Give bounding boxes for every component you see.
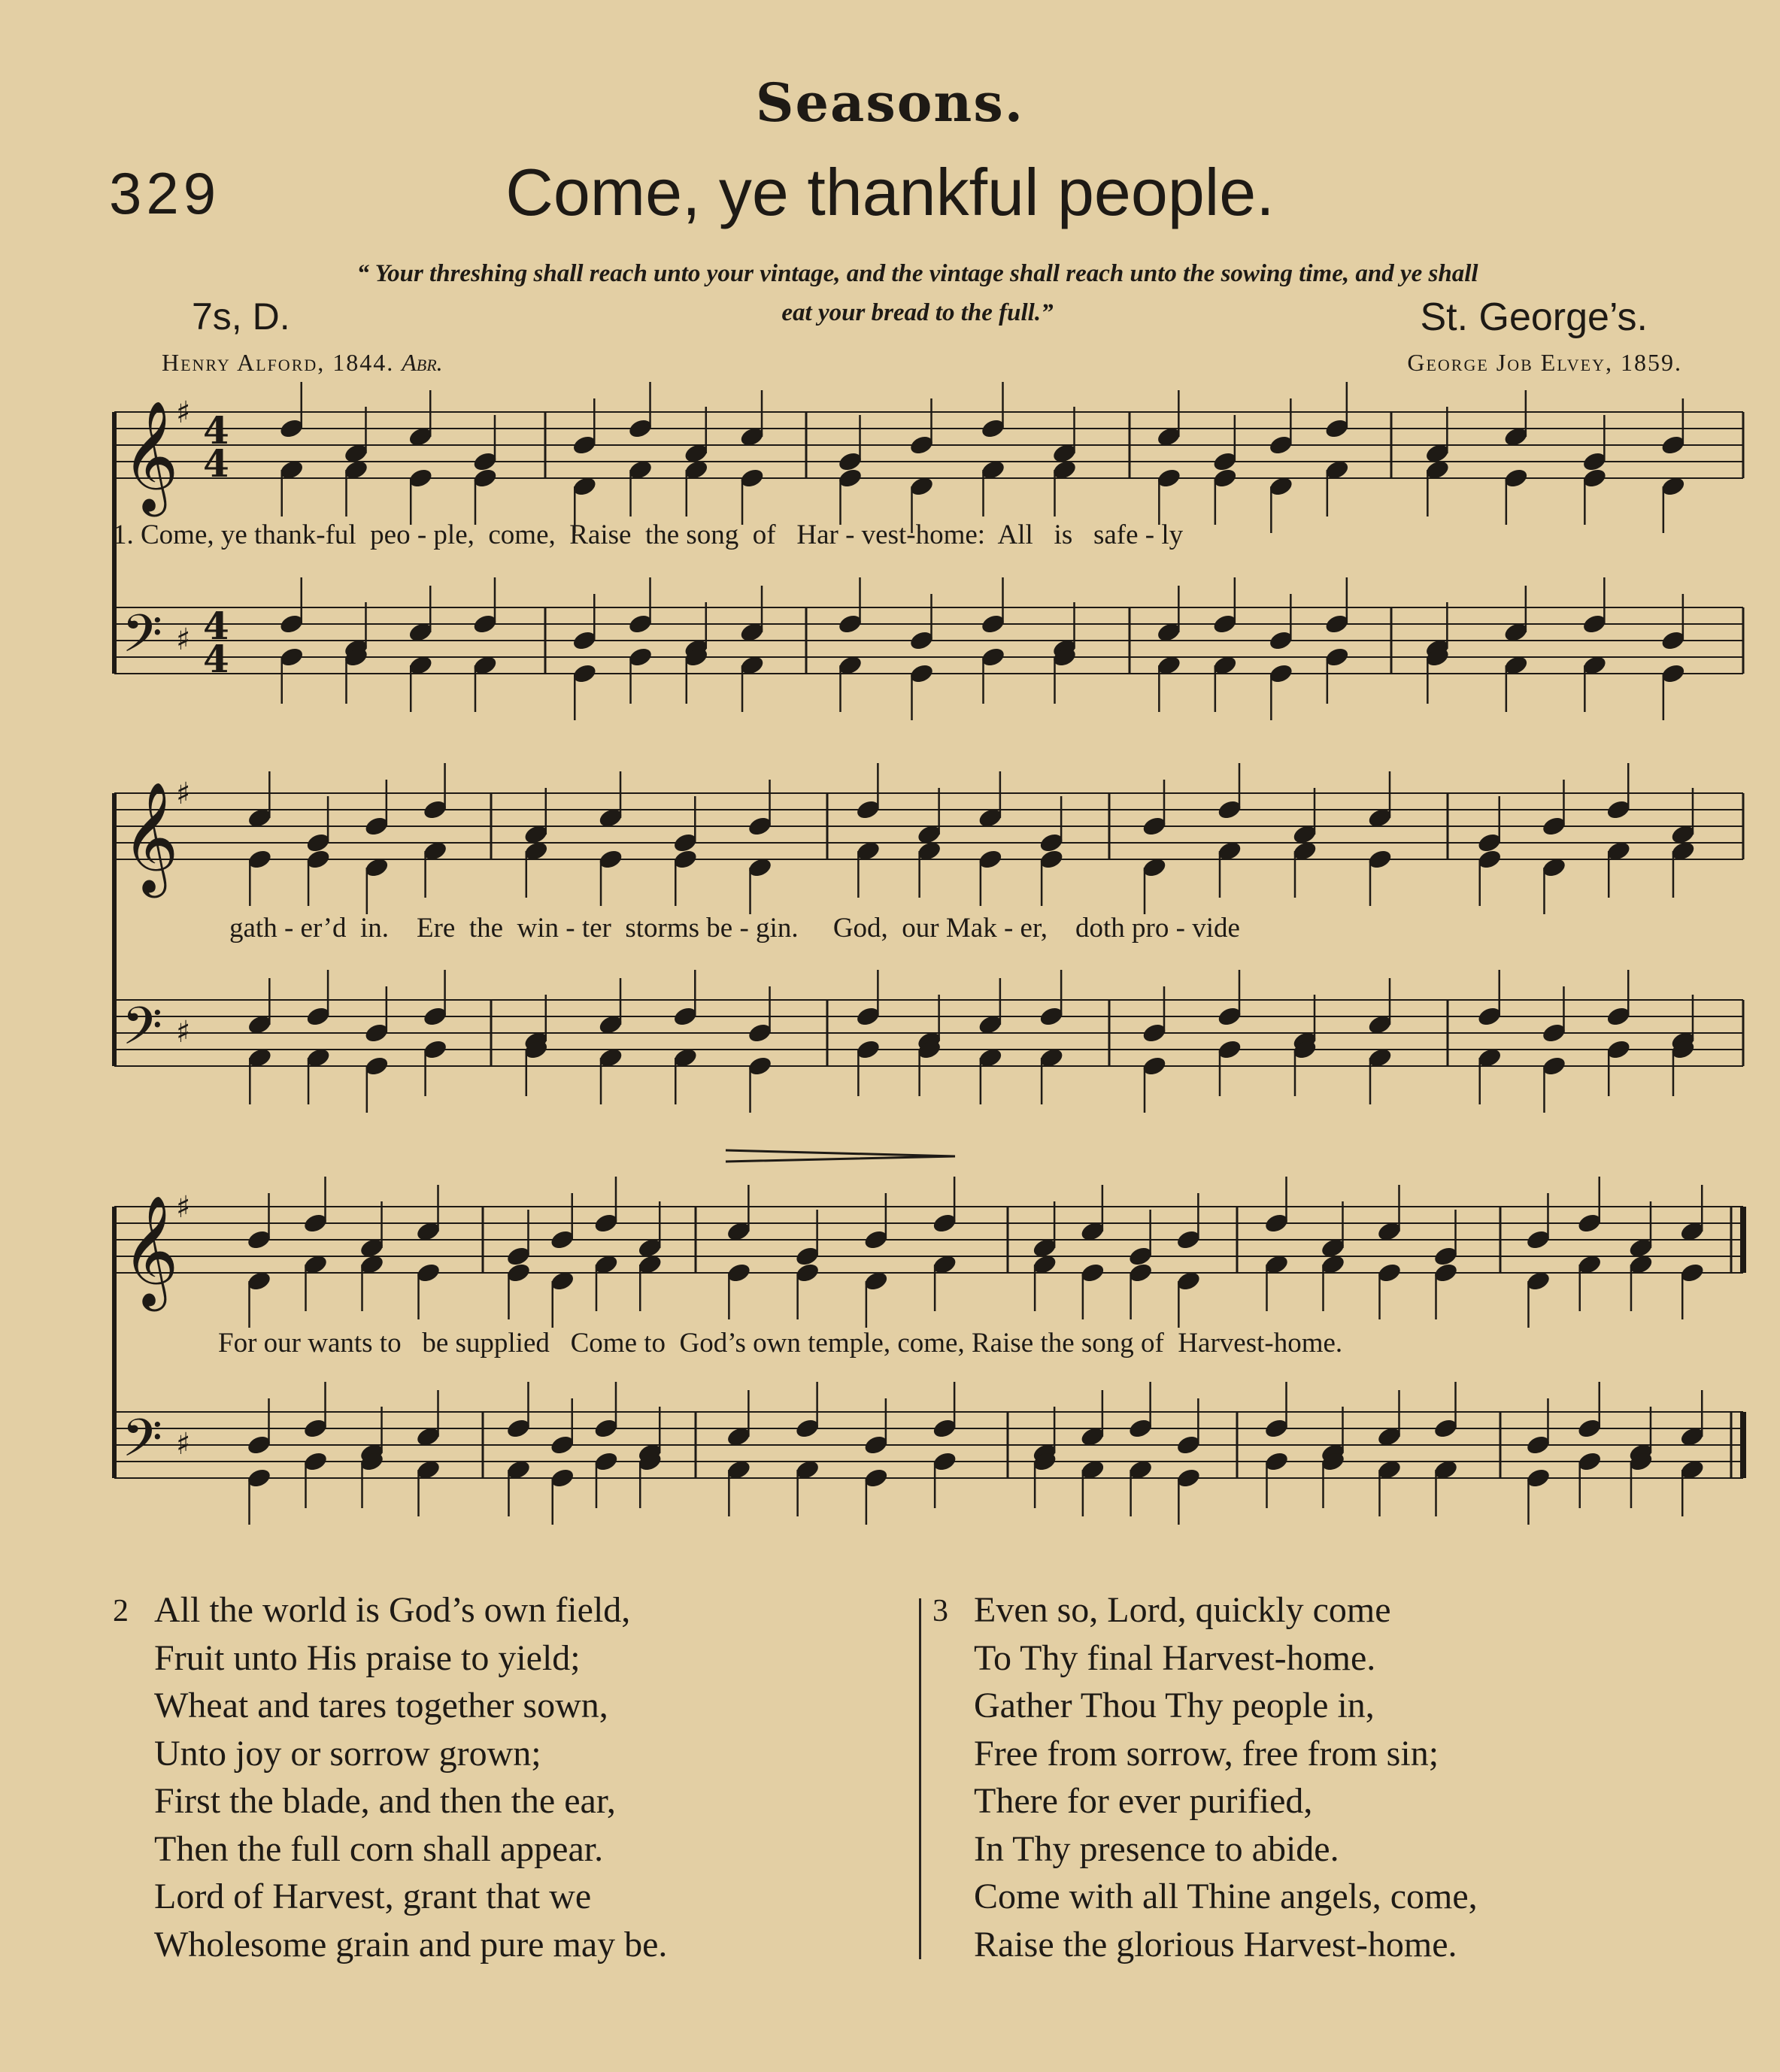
verse-3 (932, 1586, 1478, 1968)
verse-line: Lord of Harvest, grant that we (154, 1877, 592, 1916)
bass-clef-icon: 𝄢 (122, 603, 163, 677)
verse-line: First the blade, and then the ear, (154, 1781, 616, 1821)
verse-line: Gather Thou Thy people in, (974, 1686, 1375, 1725)
epigraph-line-1: “ Your threshing shall reach unto your vintage, and the vintage shall reach unto the sowing time, and ye shall (356, 260, 1478, 287)
verse-line: Fruit unto His praise to yield; (154, 1637, 581, 1678)
time-signature-top: 4 (203, 408, 229, 453)
bass-clef-icon: 𝄢 (122, 995, 163, 1069)
verse-line: Wheat and tares together sown, (154, 1686, 608, 1725)
verse-line: In Thy presence to abide. (974, 1828, 1339, 1869)
lyric-line-1: 1. Come, ye thank-ful peo - ple, come, Raise the song of Har - vest-home: All is safe - ly (113, 520, 1184, 550)
hymn-number: 329 (109, 160, 221, 226)
sharp-icon: ♯ (176, 1427, 191, 1462)
sharp-icon: ♯ (176, 1190, 191, 1225)
treble-clef-icon: 𝄞 (122, 781, 179, 893)
author-name: Henry Alford, 1844. (162, 349, 395, 376)
time-signature-bottom: 4 (203, 441, 229, 486)
verse-line: Free from sorrow, free from sin; (974, 1733, 1439, 1774)
lyric-line-2: gath - er’d in. Ere the win - ter storms be - gin. God, our Mak - er, doth pro - vide (229, 913, 1240, 944)
verse-line: Come with all Thine angels, come, (974, 1877, 1478, 1916)
sharp-icon: ♯ (176, 623, 191, 657)
decrescendo-hairpin (726, 1150, 955, 1162)
meter-label: 7s, D. (192, 295, 290, 338)
sharp-icon: ♯ (176, 777, 191, 811)
composer-credit: George Job Elvey, 1859. (1407, 349, 1682, 376)
treble-clef-icon: 𝄞 (122, 400, 179, 512)
sharp-icon: ♯ (176, 1015, 191, 1050)
verse-line: To Thy final Harvest-home. (974, 1637, 1376, 1678)
time-signature-bottom: 4 (203, 637, 229, 681)
verse-line: Then the full corn shall appear. (154, 1828, 604, 1869)
lyric-line-3: For our wants to be supplied Come to God’s own temple, come, Raise the song of Harvest-home. (218, 1328, 1343, 1359)
verse-line: Wholesome grain and pure may be. (154, 1924, 668, 1964)
verse-line: There for ever purified, (974, 1781, 1313, 1821)
epigraph-line-2: eat your bread to the full.” (781, 299, 1054, 326)
verse-number: 2 (113, 1594, 129, 1628)
author-note: Abr. (402, 349, 443, 376)
verse-line: Raise the glorious Harvest-home. (974, 1924, 1457, 1964)
time-signature-top: 4 (203, 604, 229, 648)
verse-lines (154, 1586, 667, 1968)
bass-clef-icon: 𝄢 (122, 1407, 163, 1481)
hymn-title: Come, ye thankful people. (505, 155, 1275, 229)
verse-line: All the world is God’s own field, (154, 1590, 631, 1630)
treble-clef-icon: 𝄞 (122, 1195, 179, 1307)
verse-lines (974, 1586, 1478, 1968)
section-heading: Seasons. (755, 71, 1025, 134)
verse-divider (919, 1598, 921, 1959)
verse-line: Unto joy or sorrow grown; (154, 1733, 541, 1774)
tune-name: St. George’s. (1420, 295, 1648, 339)
sharp-icon: ♯ (176, 395, 191, 430)
final-bar-line (1740, 1412, 1746, 1478)
verse-line: Even so, Lord, quickly come (974, 1590, 1391, 1630)
verse-number: 3 (932, 1594, 948, 1628)
final-bar-line (1740, 1207, 1746, 1273)
verse-2 (113, 1586, 667, 1968)
